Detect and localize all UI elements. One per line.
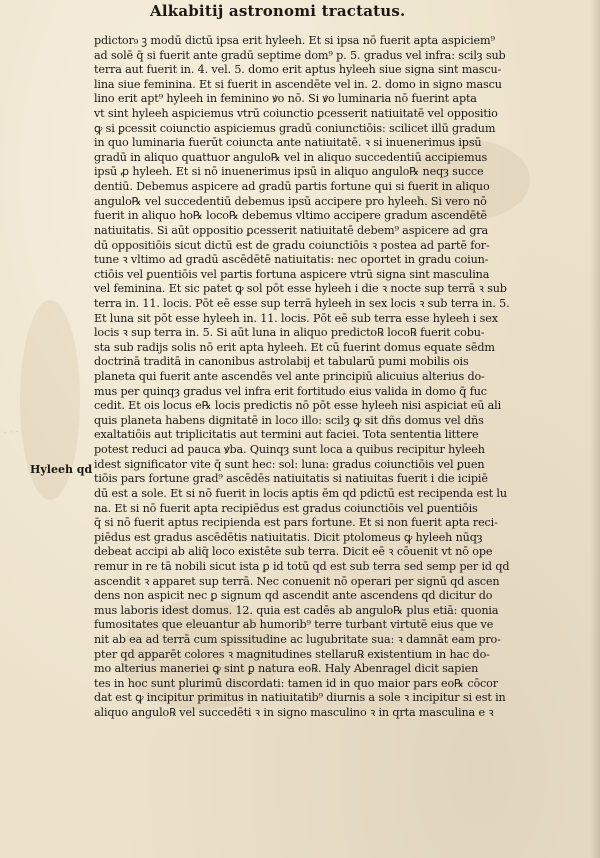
text-line: quis planeta habens dignitatē in loco illo: scilȝ ꝙ sit dñs domus vel dñs xyxy=(94,413,484,427)
text-line: angulo℞ vel succedentiū debemus ipsū accipere pro hyleeh. Si vero nō xyxy=(94,194,487,208)
text-line: ctiōis vel ꝑuentiōis vel partis fortuna aspicere vtrū signa sint masculina xyxy=(94,267,490,281)
text-line: remur in re tā nobili sicut ista ꝑ id totū qd̄ est sub terra sed semp per id qd̄ xyxy=(94,559,510,573)
text-line: Et luna sit pōt esse hyleeh in. 11. locis. Pōt eē sub terra esse hyleeh i sex xyxy=(94,311,498,325)
text-line: doctrinā traditā in canonibus astrolabij et tabularū pumi mobilis ois xyxy=(94,355,469,369)
text-line: in quo luminaria fuerūt coiuncta ante natiuitatē. ꝛ si inuenerimus ipsū xyxy=(94,136,482,150)
text-line: vt sint hyleeh aspiciemus vtrū coiunctio ꝑcesserit natiuitatē vel oppositio xyxy=(94,107,498,121)
text-line: dens non aspicit nec ꝑ signum qd̄ ascendit ante ascendens qd̄ dicitur do xyxy=(94,589,493,603)
text-line: pter qd̄ apparēt colores ꝛ magnitudines stellaru℞ existentium in hac do- xyxy=(94,647,490,661)
body-text xyxy=(94,34,584,854)
text-line: dū est a sole. Et si nō fuerit in locis aptis ēm qd̄ pdictū est recipenda est lu xyxy=(94,486,507,500)
text-line: terra in. 11. locis. Pōt eē esse sup terrā hyleeh in sex locis ꝛ sub terra in. 5. xyxy=(94,296,510,310)
text-line: aliquo angulo℞ vel succedēti ꝛ in signo masculino ꝛ in qrta masculina e ꝛ xyxy=(94,706,494,720)
text-line: ascendit ꝛ apparet sup terrā. Nec conuenit nō operari per signū qd̄ ascen xyxy=(94,574,500,588)
text-line: lino erit apt⁹ hyleeh in feminino ꝟo nō. Si ꝟo luminaria nō fuerint apta xyxy=(94,92,477,106)
text-line: mus laboris idest domus. 12. quia est cadēs ab angulo℞ plus etiā: quonia xyxy=(94,603,499,617)
text-line: lina siue feminina. Et si fuerit in ascendēte vel in. 2. domo in signo mascu xyxy=(94,77,502,91)
text-line: ad solē q̄ si fuerit ante gradū septime dom⁹ p. 5. gradus vel infra: scilȝ sub xyxy=(94,48,506,62)
text-line: tes in hoc sunt plurimū discordati: tamen id in quo maior pars eo℞ cōcor xyxy=(94,676,498,690)
faded-margin-mark: · · · xyxy=(3,427,19,439)
text-line: mus per quinqȝ gradus vel infra erit fortitudo eius valida in domo q̄ fuc xyxy=(94,384,487,398)
text-line: sta sub radijs solis nō erit apta hyleeh. Et cū fuerint domus equate sēdm xyxy=(94,340,495,354)
text-line: ipsū ꝓ hyleeh. Et si nō inuenerimus ipsū in aliquo angulo℞ neqȝ succe xyxy=(94,165,484,179)
text-line: terra aut fuerit in. 4. vel. 5. domo erit aptus hyleeh siue signa sint mascu- xyxy=(94,63,502,77)
text-line: tune ꝛ vltimo ad gradū ascēdētē natiuitatis: nec oportet in gradu coiun- xyxy=(94,253,489,267)
text-line: locis ꝛ sup terra in. 5. Si aūt luna in aliquo predicto℞ loco℞ fuerit cobu- xyxy=(94,326,485,340)
text-line: piēdus est gradus ascēdētis natiuitatis. Dicit ptolomeus ꝙ hyleeh nūqȝ xyxy=(94,530,483,544)
text-line: dū oppositiōis sicut dictū est de gradu coiunctiōis ꝛ postea ad partē for- xyxy=(94,238,490,252)
text-line: vel feminina. Et sic patet ꝙ sol pōt esse hyleeh i die ꝛ nocte sup terrā ꝛ sub xyxy=(94,282,507,296)
text-line: na. Et si nō fuerit apta recipiēdus est gradus coiunctiōis vel ꝑuentiōis xyxy=(94,501,478,515)
text-line: idest significator vite q̄ sunt hec: sol: luna: gradus coiunctiōis vel ꝑuen xyxy=(94,457,485,471)
text-line: exaltatiōis aut triplicitatis aut termini aut faciei. Tota sententia littere xyxy=(94,428,479,442)
page-edge-shadow xyxy=(590,0,600,858)
text-line: natiuitatis. Si aūt oppositio ꝑcesserit natiuitatē debem⁹ aspicere ad gra xyxy=(94,223,489,237)
text-line: pdictor₉ ꝫ modū dictū ipsa erit hyleeh. Et si ipsa nō fuerit apta aspiciem⁹ xyxy=(94,34,495,47)
text-line: tiōis pars fortune grad⁹ ascēdēs natiuitatis si natiuitas fuerit i die icipiē xyxy=(94,472,488,486)
text-line: planeta qui fuerit ante ascendēs vel ante principiū alicuius alterius do- xyxy=(94,370,485,384)
text-line: potest reduci ad pauca ꝟba. Quinqȝ sunt loca a quibus recipitur hyleeh xyxy=(94,443,485,457)
margin-note: Hyleeh qd xyxy=(30,463,93,476)
running-head: Alkabitij astronomi tractatus. xyxy=(150,2,406,20)
text-line: mo alterius maneriei ꝙ sint ꝑ natura eo℞. Haly Abenragel dicit sapien xyxy=(94,662,479,676)
text-line: dat est ꝙ incipitur primitus in natiuitatib⁹ diurnis a sole ꝛ incipitur si est in xyxy=(94,691,506,705)
text-line: fumositates que eleuantur ab humorib⁹ terre turbant virtutē eius que ve xyxy=(94,618,494,632)
text-line: debeat accipi ab aliq̄ loco existēte sub terra. Dicit eē ꝛ cōuenit vt nō ope xyxy=(94,545,493,559)
text-line: nit ab ea ad terrā cum spissitudine ac lugubritate sua: ꝛ damnāt eam pro- xyxy=(94,632,501,646)
text-line: cedit. Et ois locus e℞ locis predictis nō pōt esse hyleeh nisi aspiciat eū ali xyxy=(94,399,502,413)
text-line: gradū in aliquo quattuor angulo℞ vel in aliquo succedentiū accipiemus xyxy=(94,150,488,164)
text-line: q̄ si nō fuerit aptus recipienda est pars fortune. Et si non fuerit apta reci- xyxy=(94,516,498,530)
text-line: fuerit in aliquo ho℞ loco℞ debemus vltimo accipere gradum ascendētē xyxy=(94,209,487,223)
text-line: ꝙ si ꝑcessit coiunctio aspiciemus gradū coniunctiōis: scilicet illū gradum xyxy=(94,121,496,135)
text-line: dentiū. Debemus aspicere ad gradū partis fortune qui si fuerit in aliquo xyxy=(94,180,490,194)
